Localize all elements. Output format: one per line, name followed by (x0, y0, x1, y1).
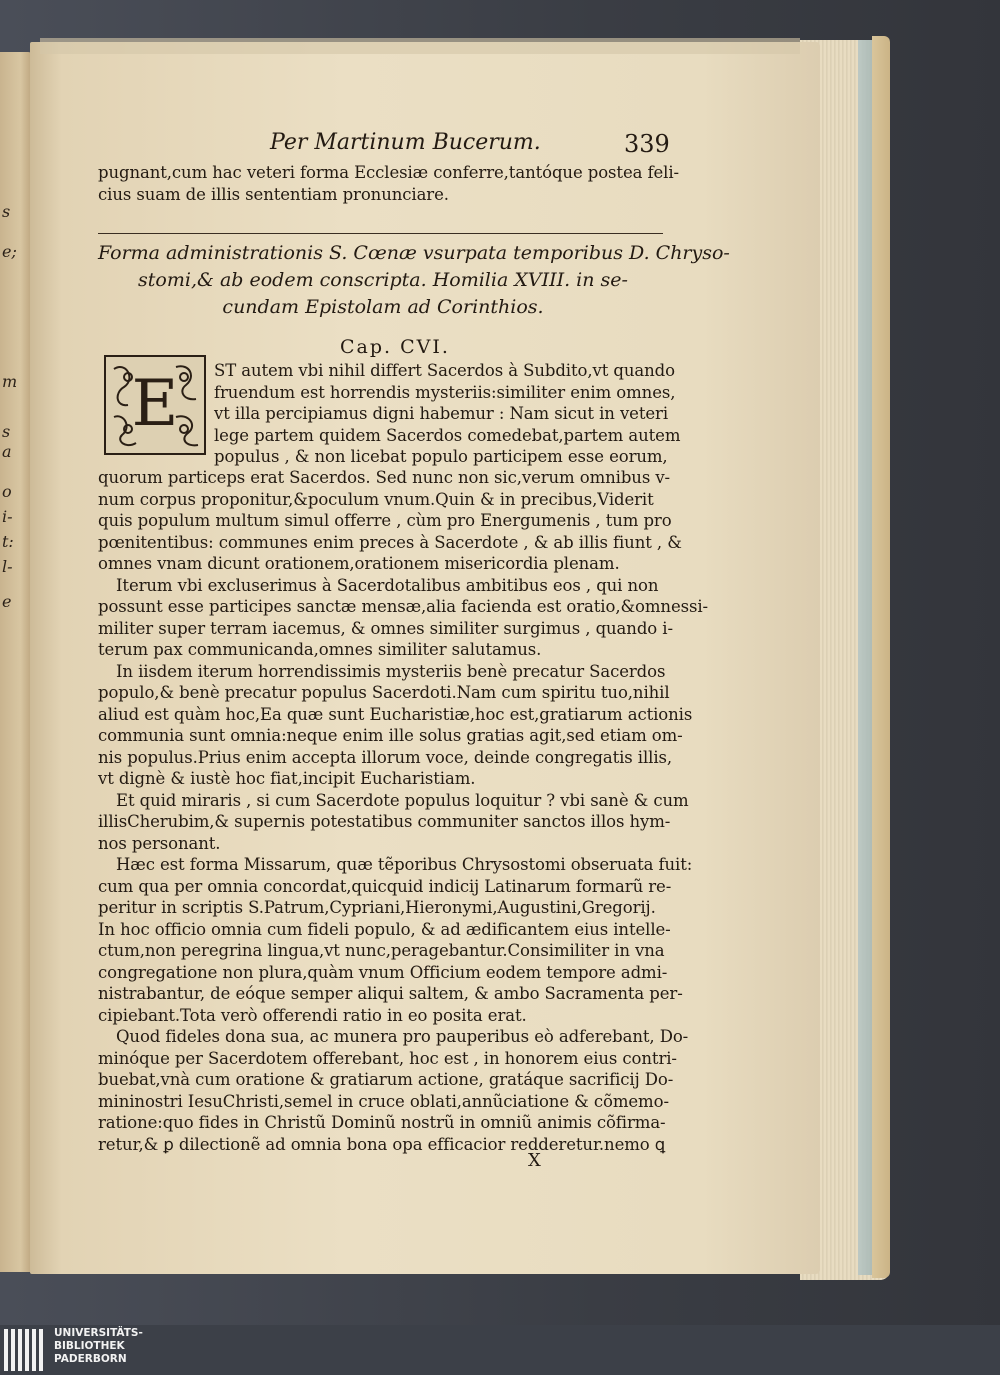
text-line: fruendum est horrendis mysteriis:similiter enim omnes, (214, 382, 676, 402)
viewer-footer (0, 1325, 1000, 1375)
text-line: cum qua per omnia concordat,quicquid indicij Latinarum formarũ re- (98, 876, 672, 896)
catchword: X (528, 1150, 541, 1171)
text-line: possunt esse participes sanctæ mensæ,alia facienda est oratio,&omnessi- (98, 597, 709, 616)
margin-fragment: m (2, 372, 18, 391)
drop-cap-ornament (104, 355, 206, 455)
margin-fragment: l- (2, 557, 13, 576)
library-name (54, 1327, 143, 1366)
library-name-line: BIBLIOTHEK (54, 1340, 125, 1352)
text-line: nis populus.Prius enim accepta illorum voce, deinde congregatis illis, (98, 747, 673, 767)
text-line: ST autem vbi nihil differt Sacerdos à Subdito,vt quando (214, 361, 675, 380)
running-head: Per Martinum Bucerum. (270, 130, 541, 155)
text-line: terum pax communicanda,omnes similiter salutamus. (98, 640, 542, 659)
intro-paragraph (98, 162, 679, 205)
margin-fragment: e (2, 592, 12, 611)
text-line: militer super terram iacemus, & omnes similiter surgimus , quando i- (98, 618, 673, 638)
text-line: buebat,vnà cum oratione & gratiarum actione, gratáque sacrificij Do- (98, 1070, 674, 1089)
text-line: omnes vnam dicunt orationem,orationem misericordia plenam. (98, 554, 620, 573)
text-line: quorum particeps erat Sacerdos. Sed nunc non sic,verum omnibus v- (98, 468, 671, 487)
text-line: communia sunt omnia:neque enim ille solus gratias agit,sed etiam om- (98, 726, 683, 745)
text-line: In hoc officio omnia cum fideli populo, & ad ædificantem eius intelle- (98, 919, 671, 939)
text-line: In iisdem iterum horrendissimis mysteriis benè precatur Sacerdos (116, 661, 666, 681)
text-line: vt illa percipiamus digni habemur : Nam sicut in veteri (214, 404, 669, 423)
text-line: populus , & non licebat populo participem esse eorum, (214, 447, 668, 466)
text-line: cius suam de illis sententiam pronunciare. (98, 184, 449, 204)
text-line: Et quid miraris , si cum Sacerdote populus loquitur ? vbi sanè & cum (116, 790, 689, 810)
page-number: 339 (624, 130, 670, 158)
text-line: pœnitentibus: communes enim preces à Sacerdote , & ab illis fiunt , & (98, 532, 682, 552)
margin-fragment: i- (2, 507, 13, 526)
text-line: populo,& benè precatur populus Sacerdoti.Nam cum spiritu tuo,nihil (98, 683, 670, 702)
text-line: Hæc est forma Missarum, quæ tẽporibus Chrysostomi obseruata fuit: (116, 855, 693, 874)
text-line: nistrabantur, de eóque semper aliqui saltem, & ambo Sacramenta per- (98, 984, 683, 1003)
section-title-line: Forma administrationis S. Cœnæ vsurpata temporibus D. Chryso- (98, 242, 730, 264)
text-line: nos personant. (98, 833, 221, 853)
text-line: quis populum multum simul offerre , cùm pro Energumenis , tum pro (98, 511, 672, 530)
text-line: cipiebant.Tota verò offerendi ratio in eo posita erat. (98, 1005, 527, 1025)
ornament-icon (106, 357, 204, 453)
section-title-line: stomi,& ab eodem conscripta. Homilia XVIII. in se- (138, 269, 628, 291)
text-line: retur,& ꝑ dilectionẽ ad omnia bona opa efficacior redderetur.nemo ꝗ (98, 1134, 666, 1154)
margin-fragment: t: (2, 532, 14, 551)
library-logo-icon (4, 1329, 48, 1371)
text-line: aliud est quàm hoc,Ea quæ sunt Eucharistiæ,hoc est,gratiarum actionis (98, 704, 693, 724)
page-edge-tint (858, 40, 872, 1275)
text-line: lege partem quidem Sacerdos comedebat,partem autem (214, 425, 681, 445)
text-line: Quod fideles dona sua, ac munera pro pauperibus eò adferebant, Do- (116, 1027, 689, 1046)
section-title-line: cundam Epistolam ad Corinthios. (222, 296, 544, 318)
book-cover-edge (872, 36, 890, 1278)
text-line: pugnant,cum hac veteri forma Ecclesiæ conferre,tantóque postea feli- (98, 163, 679, 182)
library-name-line: PADERBORN (54, 1353, 127, 1365)
main-text (98, 467, 709, 1155)
drop-cap-paragraph (214, 360, 681, 468)
margin-fragment: s (2, 202, 11, 221)
chapter-heading: Cap. CVI. (340, 336, 450, 358)
text-line: congregatione non plura,quàm vnum Officium eodem tempore admi- (98, 962, 668, 982)
text-line: vt dignè & iustè hoc fiat,incipit Eucharistiam. (98, 769, 476, 788)
text-line: peritur in scriptis S.Patrum,Cypriani,Hieronymi,Augustini,Gregorij. (98, 898, 656, 917)
text-line: illisCherubim,& supernis potestatibus communiter sanctos illos hym- (98, 812, 671, 831)
margin-fragment: o (2, 482, 12, 501)
drop-cap-letter: E (131, 367, 179, 441)
text-line: ctum,non peregrina lingua,vt nunc,peragebantur.Consimiliter in vna (98, 941, 665, 960)
text-line: Iterum vbi excluserimus à Sacerdotalibus ambitibus eos , qui non (116, 575, 659, 595)
page-top-band (40, 38, 800, 54)
text-line: ratione:quo fides in Christũ Dominũ nostrũ in omniũ animis cõfirma- (98, 1113, 666, 1132)
text-line: mininostri IesuChristi,semel in cruce oblati,annũciatione & cõmemo- (98, 1091, 669, 1111)
left-page-edge (0, 52, 34, 1272)
text-line: minóque per Sacerdotem offerebant, hoc est , in honorem eius contri- (98, 1048, 677, 1068)
margin-fragment: a (2, 442, 12, 461)
margin-fragment: e; (2, 242, 17, 261)
margin-fragment: s (2, 422, 11, 441)
section-rule (98, 233, 663, 234)
text-line: num corpus proponitur,&poculum vnum.Quin & in precibus,Viderit (98, 489, 654, 509)
library-name-line: UNIVERSITÄTS- (54, 1327, 143, 1339)
section-title (98, 240, 730, 321)
